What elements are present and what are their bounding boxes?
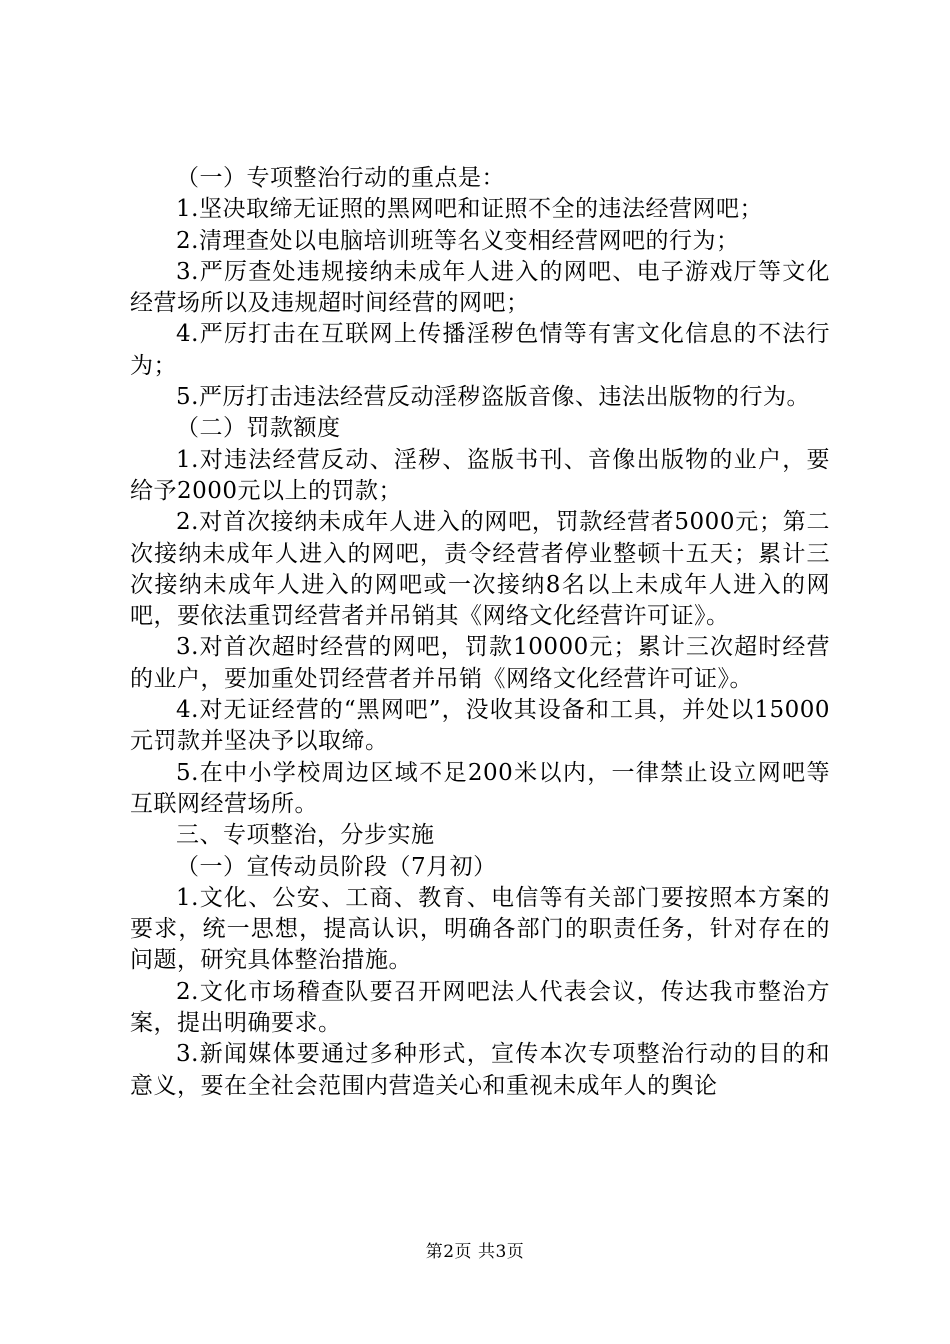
- paragraph-item: 4.严厉打击在互联网上传播淫秽色情等有害文化信息的不法行为；: [130, 321, 830, 379]
- paragraph-item: 3.对首次超时经营的网吧，罚款10000元；累计三次超时经营的业户，要加重处罚经营者并吊销《网络文化经营许可证》。: [130, 634, 830, 692]
- document-body: [130, 163, 830, 1102]
- paragraph-item: 5.在中小学校周边区域不足200米以内，一律禁止设立网吧等互联网经营场所。: [130, 759, 830, 817]
- paragraph-item: 1.对违法经营反动、淫秽、盗版书刊、音像出版物的业户，要给予2000元以上的罚款；: [130, 446, 830, 504]
- section-heading-focus: （一）专项整治行动的重点是：: [176, 165, 505, 191]
- paragraph-item: 3.严厉查处违规接纳未成年人进入的网吧、电子游戏厅等文化经营场所以及违规超时间经营的网吧；: [130, 258, 830, 317]
- paragraph-item: 5.严厉打击违法经营反动淫秽盗版音像、违法出版物的行为。: [176, 384, 810, 411]
- paragraph-item: 2.文化市场稽查队要召开网吧法人代表会议，传达我市整治方案，提出明确要求。: [130, 978, 830, 1037]
- paragraph-item: 4.对无证经营的“黑网吧”，没收其设备和工具，并处以15000元罚款并坚决予以取缔。: [130, 697, 830, 755]
- section-heading-phases: 三、专项整治，分步实施: [176, 822, 435, 849]
- paragraph-item: 1.坚决取缔无证照的黑网吧和证照不全的违法经营网吧；: [176, 196, 763, 223]
- paragraph-item: 3.新闻媒体要通过多种形式，宣传本次专项整治行动的目的和意义，要在全社会范围内营造关心和重视未成年人的舆论: [130, 1041, 830, 1099]
- section-heading-fines: （二）罚款额度: [176, 415, 341, 442]
- paragraph-item: 1.文化、公安、工商、教育、电信等有关部门要按照本方案的要求，统一思想，提高认识，明确各部门的职责任务，针对存在的问题，研究具体整治措施。: [130, 884, 830, 974]
- paragraph-item: 2.清理查处以电脑培训班等名义变相经营网吧的行为；: [176, 227, 740, 254]
- section-heading-publicity: （一）宣传动员阶段（7月初）: [176, 853, 497, 880]
- page-footer: 第2页 共3页: [425, 1242, 525, 1262]
- paragraph-item: 2.对首次接纳未成年人进入的网吧，罚款经营者5000元；第二次接纳未成年人进入的网吧，责令经营者停业整顿十五天；累计三次接纳未成年人进入的网吧或一次接纳8名以上未成年人进入的网吧，要依法重罚经营者并吊销其《网络文化经营许可证》。: [130, 509, 830, 630]
